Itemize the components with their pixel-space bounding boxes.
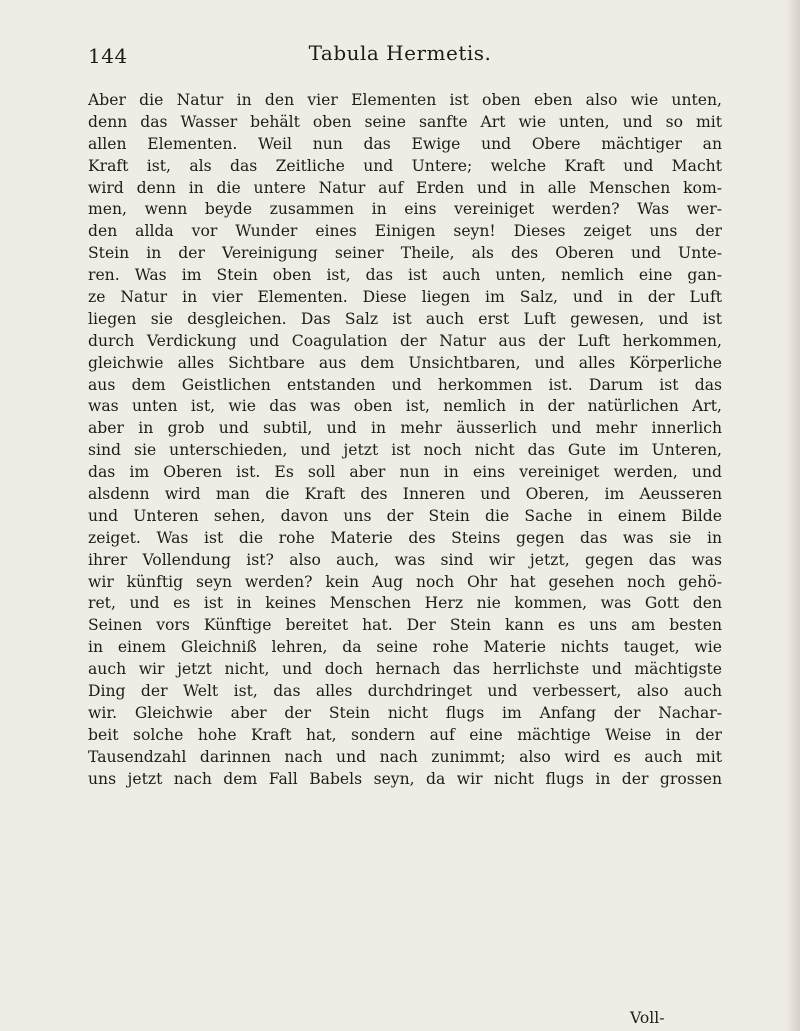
text-line: allen Elementen. Weil nun das Ewige und Obere mächtiger an	[88, 134, 722, 153]
text-line: men, wenn beyde zusammen in eins vereiniget werden? Was wer-	[88, 200, 722, 219]
text-line: durch Verdickung und Coagulation der Natur aus der Luft herkommen,	[88, 331, 722, 350]
text-line: uns jetzt nach dem Fall Babels seyn, da wir nicht flugs in der grossen	[88, 769, 722, 788]
page-edge	[786, 0, 800, 1031]
text-line: auch wir jetzt nicht, und doch hernach das herrlichste und mächtigste	[88, 660, 722, 679]
text-line: ren. Was im Stein oben ist, das ist auch unten, nemlich eine gan-	[88, 266, 722, 285]
text-line: Tausendzahl darinnen nach und nach zunimmt; also wird es auch mit	[88, 747, 722, 766]
page-number: 144	[88, 44, 128, 68]
running-head: Tabula Hermetis.	[308, 41, 492, 65]
text-line: ihrer Vollendung ist? also auch, was sind wir jetzt, gegen das was	[88, 550, 722, 569]
catchword: Voll-	[630, 1009, 665, 1027]
text-line: wir künftig seyn werden? kein Aug noch Ohr hat gesehen noch gehö-	[88, 572, 722, 591]
text-line: Aber die Natur in den vier Elementen ist oben eben also wie unten,	[88, 91, 722, 109]
text-line: liegen sie desgleichen. Das Salz ist auch erst Luft gewesen, und ist	[88, 309, 722, 328]
text-line: in einem Gleichniß lehren, da seine rohe Materie nichts tauget, wie	[88, 638, 722, 657]
text-line: Stein in der Vereinigung seiner Theile, als des Oberen und Unte-	[88, 244, 722, 263]
text-line: was unten ist, wie das was oben ist, nemlich in der natürlichen Art,	[88, 397, 722, 416]
text-line: denn das Wasser behält oben seine sanfte Art wie unten, und so mit	[88, 112, 722, 131]
text-line: Ding der Welt ist, das alles durchdringet und verbessert, also auch	[88, 682, 722, 701]
text-line: aber in grob und subtil, und in mehr äusserlich und mehr innerlich	[88, 419, 722, 438]
text-line: gleichwie alles Sichtbare aus dem Unsichtbaren, und alles Körperliche	[88, 353, 722, 372]
text-line: zeiget. Was ist die rohe Materie des Steins gegen das was sie in	[88, 528, 722, 547]
text-line: beit solche hohe Kraft hat, sondern auf eine mächtige Weise in der	[88, 725, 722, 744]
text-line: ret, und es ist in keines Menschen Herz nie kommen, was Gott den	[88, 594, 722, 613]
text-line: Kraft ist, als das Zeitliche und Untere; welche Kraft und Macht	[88, 156, 722, 175]
text-line: wird denn in die untere Natur auf Erden und in alle Menschen kom-	[88, 178, 722, 197]
text-line: sind sie unterschieden, und jetzt ist noch nicht das Gute im Unteren,	[88, 441, 722, 460]
body-text	[88, 90, 722, 791]
text-line: den allda vor Wunder eines Einigen seyn! Dieses zeiget uns der	[88, 222, 722, 241]
text-line: wir. Gleichwie aber der Stein nicht flugs im Anfang der Nachar-	[88, 703, 722, 722]
text-line: aus dem Geistlichen entstanden und herkommen ist. Darum ist das	[88, 375, 722, 394]
text-line: alsdenn wird man die Kraft des Inneren und Oberen, im Aeusseren	[88, 485, 722, 504]
text-line: und Unteren sehen, davon uns der Stein die Sache in einem Bilde	[88, 506, 722, 525]
text-line: Seinen vors Künftige bereitet hat. Der Stein kann es uns am besten	[88, 616, 722, 635]
text-line: ze Natur in vier Elementen. Diese liegen im Salz, und in der Luft	[88, 288, 722, 307]
text-line: das im Oberen ist. Es soll aber nun in eins vereiniget werden, und	[88, 463, 722, 482]
